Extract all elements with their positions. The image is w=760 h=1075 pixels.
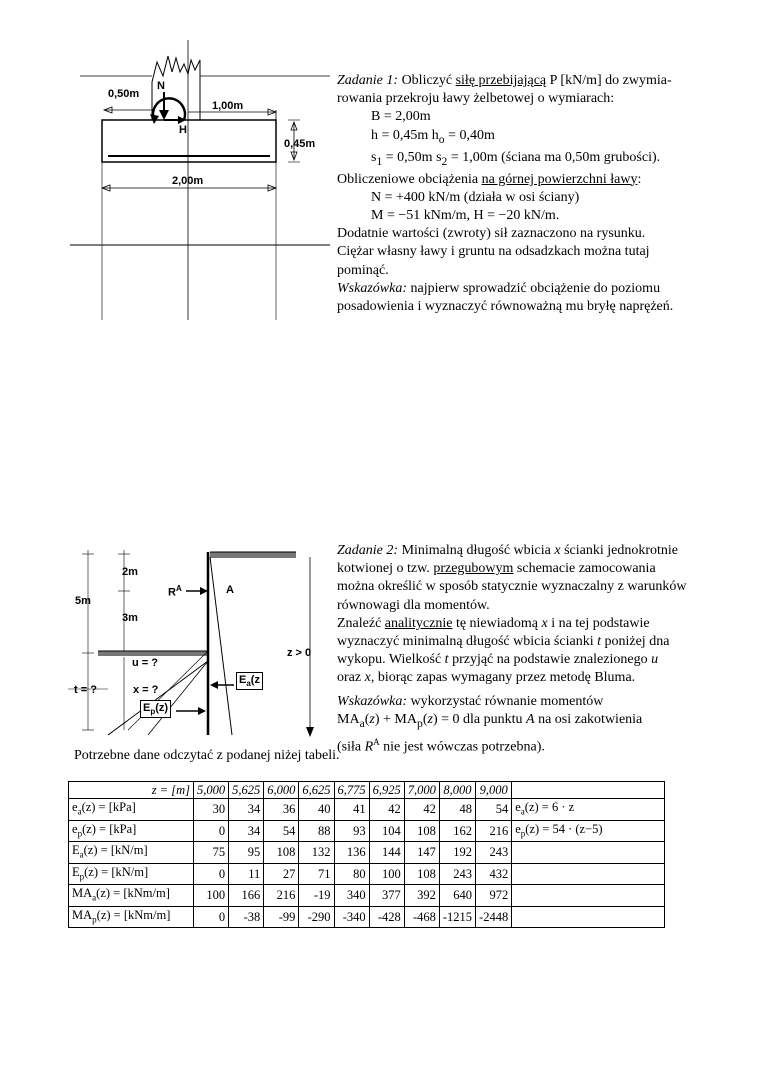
u-label: u = ? [132,657,158,669]
table-cell: 27 [264,863,299,885]
table-cell: -340 [334,906,369,928]
table-cell: 0 [194,906,229,928]
table-cell: 0 [194,820,229,842]
table-cell: 972 [476,885,512,907]
table-header-row [69,782,665,799]
table-row-note [512,906,665,928]
table-row-label: $e_a(z) = [kPa]$ [69,799,194,821]
table-cell: 42 [404,799,439,821]
dim-label-050: 0,50m [108,88,140,100]
table-row-note: $e_p(z) = 54 \cdot (z-5)$ [512,820,665,842]
table-cell: 377 [369,885,404,907]
dim-label-3m: 3m [122,612,138,624]
table-row [69,842,665,864]
table-header-z: 6,000 [264,782,299,799]
table-cell: 392 [404,885,439,907]
table-cell: 34 [229,799,264,821]
table-cell: 48 [439,799,475,821]
table-cell: 88 [299,820,334,842]
table-cell: 71 [299,863,334,885]
anchor-label-r: $R^A$ [168,584,182,599]
table-row-label: $MA_p(z) = [kNm/m]$ [69,906,194,928]
table-row [69,799,665,821]
table-cell: 75 [194,842,229,864]
task2-text: Zadanie 2: Minimalną długość wbicia x ścianki jednokrotnie kotwionej o tzw. przegubowym schemacie zamocowania można określić w sposób statycznie wyznaczalny z warunków równowagi dla momentów. Znaleźć analitycznie tę niewiadomą x i na tej podstawie wyznaczyć minimalną długość wbicia ścianki t poniżej dna wykopu. Wielkość t przyjąć na podstawie znalezionego u oraz x, biorąc zapas wymagany przez metodę Bluma. Wskazówka: wykorzystać równanie momentów $MA_a(z) + MA_p(z) = 0$ dla punktu A na osi zakotwienia (siła $R^A$ nie jest wówczas potrzebna). [337,543,687,755]
table-header-z: 7,000 [404,782,439,799]
table-cell: 42 [369,799,404,821]
table-header-z: 8,000 [439,782,475,799]
table-header-z: 6,925 [369,782,404,799]
table-cell: -428 [369,906,404,928]
task2-title: Zadanie 2: [337,543,399,558]
table-cell: 54 [264,820,299,842]
data-table [68,781,665,928]
table-row [69,820,665,842]
table-row-label: $e_p(z) = [kPa]$ [69,820,194,842]
table-intro: Potrzebne dane odczytać z podanej niżej tabeli. [74,748,340,763]
table-cell: 162 [439,820,475,842]
dim-label-045: 0,45m [284,138,316,150]
table-cell: 243 [476,842,512,864]
table-cell: 40 [299,799,334,821]
force-label-n: N [157,80,165,92]
ea-label: $E_a(z$ [236,672,263,690]
table-cell: 243 [439,863,475,885]
table-cell: 108 [264,842,299,864]
table-row-note [512,885,665,907]
dim-label-100: 1,00m [212,100,244,112]
table-header-z: 6,625 [299,782,334,799]
table-cell: 0 [194,863,229,885]
table-cell: 80 [334,863,369,885]
table-cell: 192 [439,842,475,864]
table-cell: 132 [299,842,334,864]
table-cell: 100 [369,863,404,885]
table-cell: 41 [334,799,369,821]
table-cell: -19 [299,885,334,907]
table-cell: 147 [404,842,439,864]
table-cell: 36 [264,799,299,821]
z-label: z > 0 [287,647,312,659]
table-cell: 95 [229,842,264,864]
table-cell: 216 [264,885,299,907]
table-header-note [512,782,665,799]
table-cell: 54 [476,799,512,821]
table-row [69,906,665,928]
ground-surface [210,552,296,558]
table-row-note: $e_a(z) = 6 \cdot z$ [512,799,665,821]
dim-label-5m: 5m [75,595,91,607]
table-row [69,863,665,885]
figure-sheet-pile [68,545,330,745]
table-cell: 432 [476,863,512,885]
table-cell: 11 [229,863,264,885]
excavation-bottom [98,651,208,656]
table-row [69,885,665,907]
task1-text: Zadanie 1: Obliczyć siłę przebijającą P [kN/m] do zwymia- rowania przekroju ławy żelbetowej o wymiarach: B = 2,00m h = 0,45m $h_o = 0,40m$ $s_1 = 0,50m$ $s_2 = 1,00m$ (ściana ma 0,50m grubości). Obliczeniowe obciążenia na górnej powierzchni ławy: N = +400 kN/m (działa w osi ściany) M = −51 kNm/m, H = −20 kN/m. Dodatnie wartości (zwroty) sił zaznaczono na rysunku. Ciężar własny ławy i gruntu na odsadzkach można tutaj pominąć. Wskazówka: najpierw sprowadzić obciążenie do poziomu posadowienia i wyznaczyć równoważną mu bryłę naprężeń. [337,73,674,315]
dim-label-2m: 2m [122,566,138,578]
table-cell: 216 [476,820,512,842]
task2-hint-title: Wskazówka: [337,693,407,709]
table-cell: 640 [439,885,475,907]
table-cell: 100 [194,885,229,907]
table-cell: -290 [299,906,334,928]
table-cell: 108 [404,863,439,885]
point-label-a: A [226,584,234,596]
table-header-z: 5,000 [194,782,229,799]
table-cell: 136 [334,842,369,864]
force-label-h: H [179,124,187,136]
x-label: x = ? [133,684,159,696]
ep-label: $E_p(z)$ [140,700,171,718]
task1-title: Zadanie 1: [337,73,399,88]
table-cell: -2448 [476,906,512,928]
table-cell: 30 [194,799,229,821]
table-cell: 166 [229,885,264,907]
t-label: t = ? [74,684,97,696]
table-header-label: z = [m] [69,782,194,799]
table-row-label: $MA_a(z) = [kNm/m]$ [69,885,194,907]
table-row-note [512,842,665,864]
table-cell: 34 [229,820,264,842]
table-cell: -38 [229,906,264,928]
dim-label-200: 2,00m [172,175,204,187]
table-cell: 108 [404,820,439,842]
table-cell: -1215 [439,906,475,928]
table-header-z: 6,775 [334,782,369,799]
table-header-z: 9,000 [476,782,512,799]
table-cell: 340 [334,885,369,907]
table-cell: 93 [334,820,369,842]
table-cell: 144 [369,842,404,864]
wall-break-line [152,56,172,82]
table-cell: 104 [369,820,404,842]
table-row-label: $E_p(z) = [kN/m]$ [69,863,194,885]
table-header-z: 5,625 [229,782,264,799]
table-row-note [512,863,665,885]
task1-hint-title: Wskazówka: [337,280,407,296]
table-row-label: $E_a(z) = [kN/m]$ [69,842,194,864]
table-cell: -468 [404,906,439,928]
table-cell: -99 [264,906,299,928]
